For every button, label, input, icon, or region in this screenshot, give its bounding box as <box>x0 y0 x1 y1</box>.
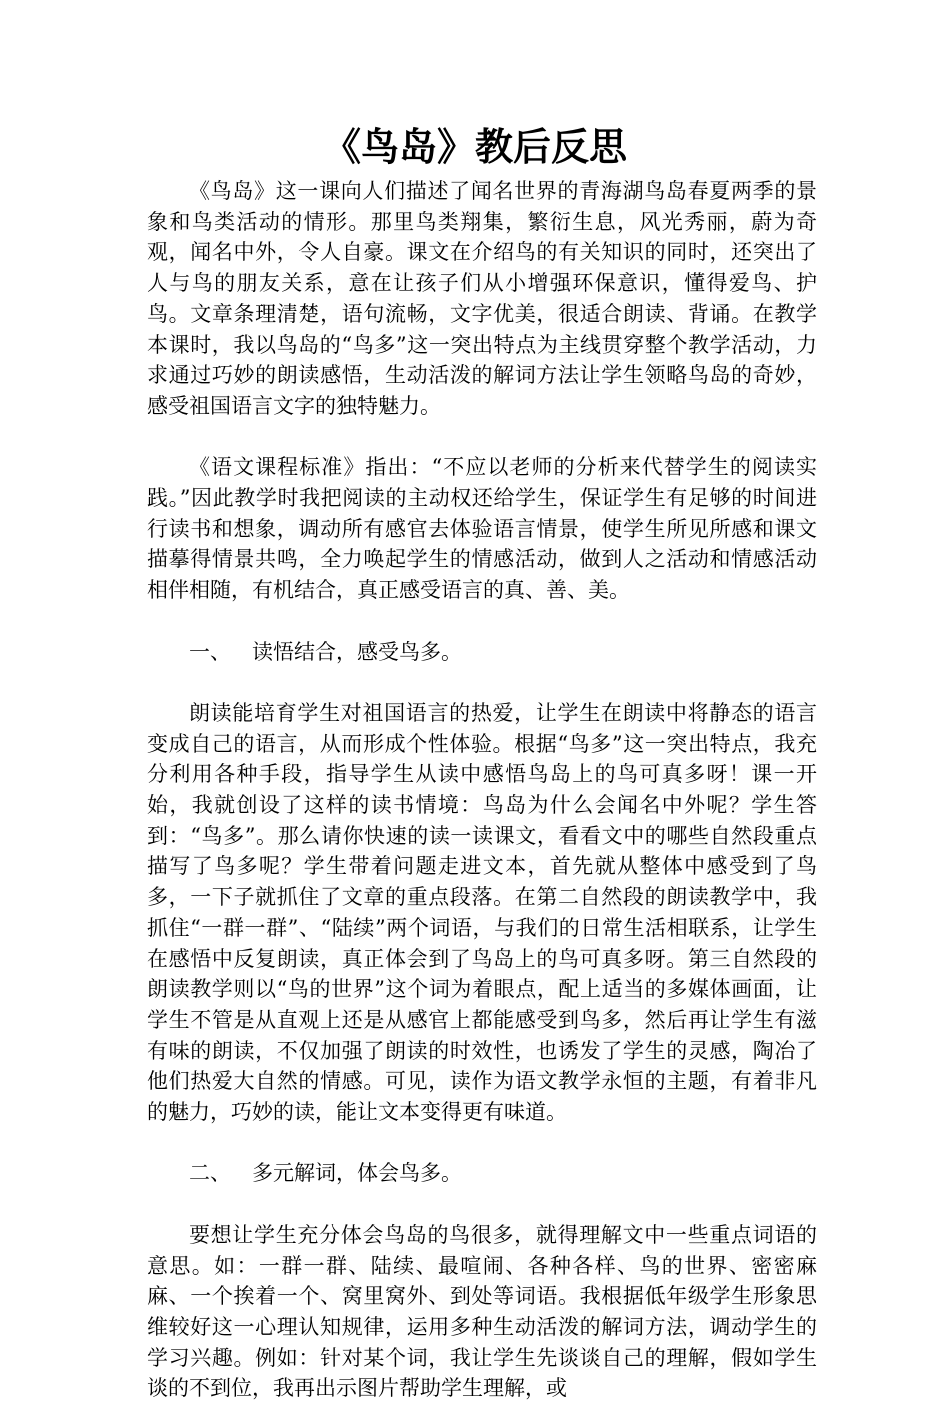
section-heading-text: 读悟结合，感受鸟多。 <box>252 639 462 664</box>
paragraph-spacer <box>147 422 817 453</box>
section-heading-2 <box>147 1158 817 1189</box>
paragraph-spacer <box>147 1128 817 1159</box>
paragraph-spacer <box>147 1189 817 1220</box>
paragraph-vocabulary: 要想让学生充分体会鸟岛的鸟很多，就得理解文中一些重点词语的意思。如：一群一群、陆续、最喧闹、各种各样、鸟的世界、密密麻麻、一个挨着一个、窝里窝外、到处等词语。我根据低年级学生形象思维较好这一心理认知规律，运用多种生动活泼的解词方法，调动学生的学习兴趣。例如：针对某个词，我让学生先谈谈自己的理解，假如学生谈的不到位，我再出示图片帮助学生理解，或 <box>147 1222 817 1401</box>
section-heading-text: 多元解词，体会鸟多。 <box>252 1161 462 1186</box>
section-number: 一、 <box>189 639 231 664</box>
paragraph-spacer <box>147 606 817 637</box>
paragraph-intro: 《鸟岛》这一课向人们描述了闻名世界的青海湖鸟岛春夏两季的景象和鸟类活动的情形。那里鸟类翔集，繁衍生息，风光秀丽，蔚为奇观，闻名中外，令人自豪。课文在介绍鸟的有关知识的同时，还突出了人与鸟的朋友关系，意在让孩子们从小增强环保意识，懂得爱鸟、护鸟。文章条理清楚，语句流畅，文字优美，很适合朗读、背诵。在教学本课时，我以鸟岛的“鸟多”这一突出特点为主线贯穿整个教学活动，力求通过巧妙的朗读感悟，生动活泼的解词方法让学生领略鸟岛的奇妙，感受祖国语言文字的独特魅力。 <box>147 179 817 418</box>
document-body <box>147 176 817 1404</box>
paragraph-spacer <box>147 667 817 698</box>
paragraph-reading: 朗读能培育学生对祖国语言的热爱，让学生在朗读中将静态的语言变成自己的语言，从而形成个性体验。根据“鸟多”这一突出特点，我充分利用各种手段，指导学生从读中感悟鸟岛上的鸟可真多呀！课一开始，我就创设了这样的读书情境：鸟岛为什么会闻名中外呢？学生答到：“鸟多”。那么请你快速的读一读课文，看看文中的哪些自然段重点描写了鸟多呢？学生带着问题走进文本，首先就从整体中感受到了鸟多，一下子就抓住了文章的重点段落。在第二自然段的朗读教学中，我抓住“一群一群”、“陆续”两个词语，与我们的日常生活相联系，让学生在感悟中反复朗读，真正体会到了鸟岛上的鸟可真多呀。第三自然段的朗读教学则以“鸟的世界”这个词为着眼点，配上适当的多媒体画面，让学生不管是从直观上还是从感官上都能感受到鸟多，然后再让学生有滋有味的朗读，不仅加强了朗读的时效性，也诱发了学生的灵感，陶冶了他们热爱大自然的情感。可见，读作为语文教学永恒的主题，有着非凡的魅力，巧妙的读，能让文本变得更有味道。 <box>147 700 817 1125</box>
document-title: 《鸟岛》教后反思 <box>322 124 627 169</box>
section-number: 二、 <box>189 1161 231 1186</box>
paragraph-curriculum-standard: 《语文课程标准》指出：“不应以老师的分析来代替学生的阅读实践。”因此教学时我把阅读的主动权还给学生，保证学生有足够的时间进行读书和想象，调动所有感官去体验语言情景，使学生所见所感和课文描摹得情景共鸣，全力唤起学生的情感活动，做到人之活动和情感活动相伴相随，有机结合，真正感受语言的真、善、美。 <box>147 455 817 603</box>
section-heading-1 <box>147 637 817 668</box>
